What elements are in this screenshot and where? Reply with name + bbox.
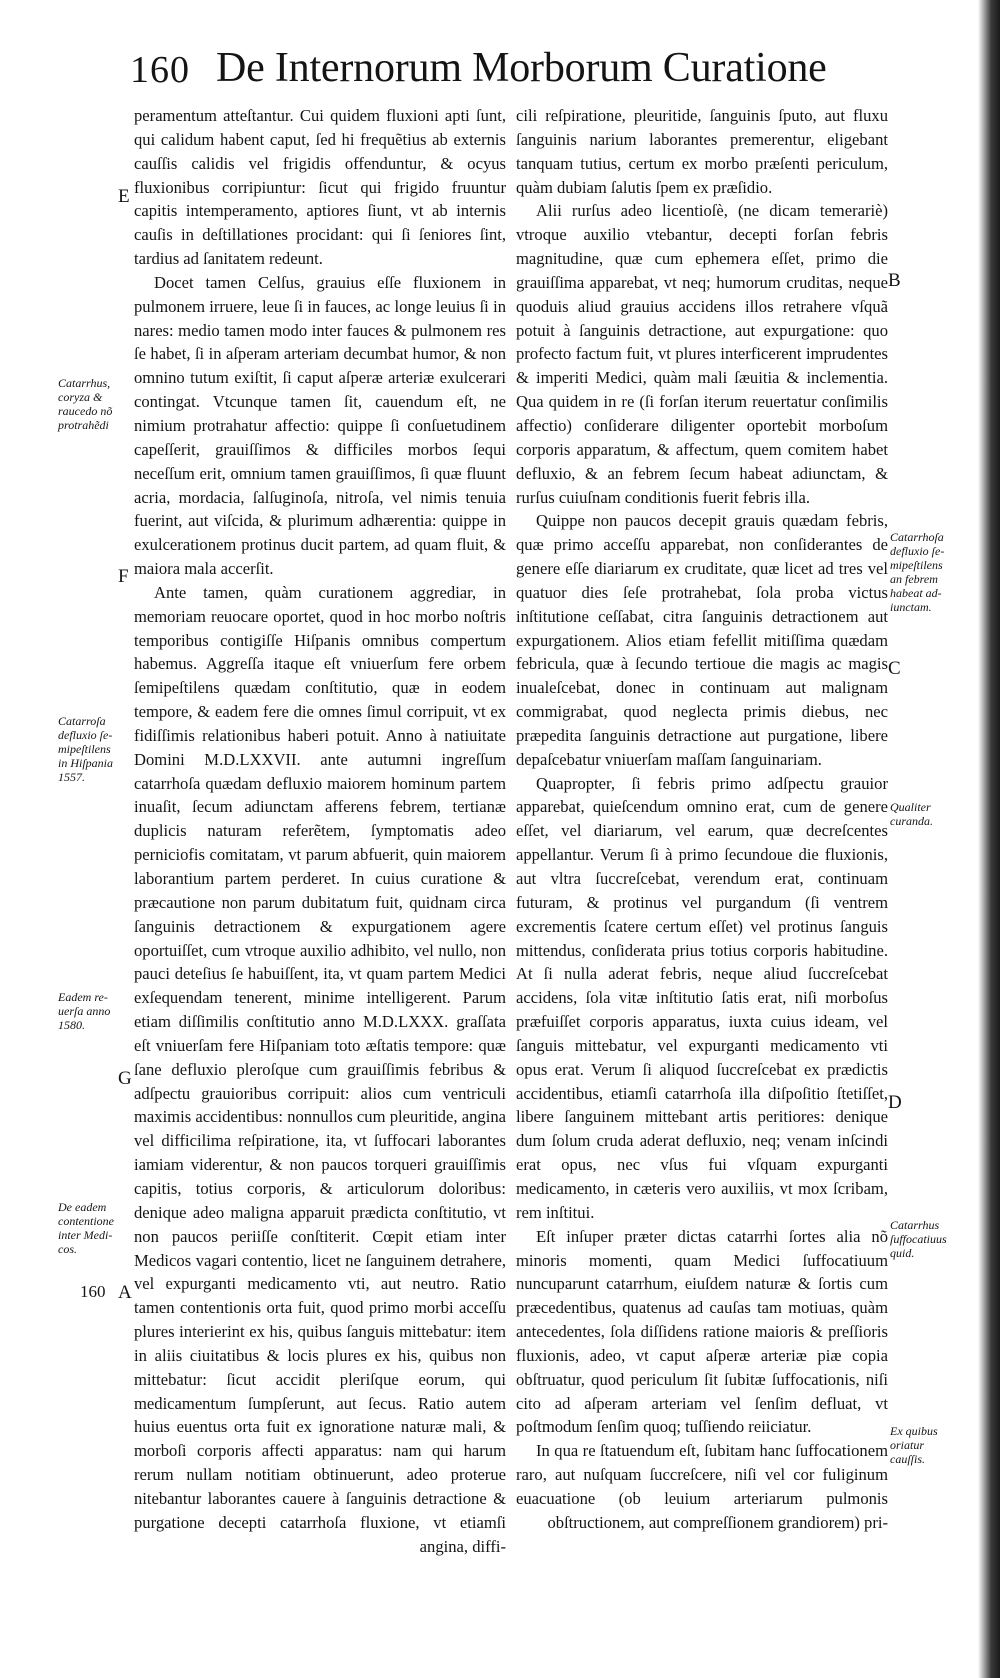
margin-note-line: mipeſtilens (890, 558, 943, 572)
paragraph: peramentum atteſtantur. Cui quidem fluxioni apti ſunt, qui calidum habent caput, ſed hi frequẽtius ab externis cauſſis calidis vel frigidis offenduntur, & ocyus fluxionibus corripiuntur: ſicut qui frigido fruuntur capitis intemperamento, aptiores ſiunt, vt ab internis cauſis in deſtillationes procidant: qui ſi ſeniores ſint, tardius ad ſanitatem redeunt. (134, 106, 506, 269)
paragraph: In qua re ſtatuendum eſt, ſubitam hanc ſuffocationem raro, aut nuſquam ſuccreſcere, niſi vel cor fuliginum euacuatione (ob leuium arteriarum pulmonis obſtructionem, aut compreſſionem grandiorem) pri- (516, 1441, 888, 1532)
margin-note-line: oriatur (890, 1438, 925, 1452)
paragraph: Alii rurſus adeo licentioſè, (ne dicam temerariè) vtroque auxilio vtebantur, decepti forſan febris magnitudine, quæ cum ephemera eſſet, primo die grauiſſima apparebat, vt neq; humorum cruditas, neque quoduis aliud grauius accidens illos retrahere vſquã potuit à ſanguinis detractione, aut expurgatione: quo profecto factum fuit, vt plures interficerent imprudentes & imperiti Medici, quàm mali ſæuitia & inclementia. Qua quidem in re (ſi forſan iterum reuertatur conſimilis affectio) conſiderare diligenter oportebit morboſum corporis apparatum, & affectum, quem comitem habet defluxio, & an febrem ſecum habeat adiunctam, & rurſus cuiuſnam conditionis fuerit febris illa. (516, 201, 888, 507)
margin-note-line: uerſa anno (58, 1004, 111, 1018)
folio-reference: 160 (80, 1282, 106, 1301)
margin-note-line: an febrem (890, 572, 938, 586)
margin-note (58, 376, 132, 432)
margin-note-line: cauſſis. (890, 1452, 925, 1466)
margin-note-line: Catarrhus (890, 1218, 940, 1232)
paragraph: Eſt inſuper præter dictas catarrhi ſortes alia nõ minoris momenti, quam Medici ſuffocatiuum nuncuparunt catarrhum, eiuſdem naturæ & ſortis cum præcedentibus, quatenus ad cauſas tam motiuas, quàm antecedentes, ſola diſſidens ratione maioris & preſſioris fluxionis, adeo, vt caput aſperæ arteriæ piæ copia obſtruatur, quod periculum ſit ſubitæ ſuffocationis, niſi cito ad aſperam arteriam vel ſenſim defluat, vt poſtmodum ſenſim quoq; tuſſiendo reiiciatur. (516, 1226, 888, 1437)
section-mark-f: F (118, 566, 129, 587)
margin-note-line: mipeſtilens (58, 742, 111, 756)
paragraph: Ante tamen, quàm curationem aggrediar, in memoriam reuocare oportet, quod in hoc morbo noſtris temporibus contigiſſe Hiſpanis omnibus compertum habemus. Aggreſſa itaque eſt vniuerſum fere orbem ſemipeſtilens quædam conſtitutio, quæ in eodem tempore, & eadem fere die omnes ſimul corripuit, vt ex fidiſſimis relationibus haberi potuit. Anno à natiuitate Domini M.D.LXXVII. ante autumni ingreſſum catarrhoſa quædam defluxio maiorem hominum partem inuaſit, ſecum adiunctam afferens febrem, tertianæ duplicis naturam referẽtem, ſymptomatis adeo perniciofis comitatam, vt parum abfuerit, quin maiorem laborantium partem perderet. In cuius curatione & præcautione non parum dubitatum fuit, quidnam circa ſanguinis detractionem & expurgationem agere oportuiſſet, cum vtroque auxilio adhibito, vel nullo, non pauci deteſius ſe habuiſſent, ita, vt quam partem Medici exſequendam tenerent, minime intelligerent. Parum etiam diſſimilis conſtitutio anno M.D.LXXX. graſſata eſt vniuerſam fere Hiſpaniam toto æſtatis tempore: quæ ſane defluxio pleroſque cum grauiſſimis febribus & adſpectu grauioribus corripuit: alios cum ventriculi maximis accidentibus: nonnullos cum pleuritide, angina vel difficilima reſpiratione, ita, vt ſuffocari laborantes iamiam viderentur, & non paucos torqueri grauiſſimis capitis, totius corporis, & articulorum doloribus: denique adeo maligna apparuit prædicta conſtitutio, vt non paucos periiſſe conſtiterit. Cœpit etiam inter Medicos vagari contentio, licet ne ſanguinem detrahere, vel expurganti medicamento vti, aut neutro. Ratio tamen contentionis orta fuit, quod primo morbi acceſſu plures interierint ex his, quibus ſanguis mittebatur: item in aliis ciuitatibus & locis plures ex his, quibus non mittebatur: ſicut accidit pleriſque eorum, qui medicamentum ſumpſerunt, aut ſecus. Ratio autem huius euentus orta fuit ex ignoratione naturæ mali, & morboſi corporis affecti apparatus: nam qui harum rerum nullam notitiam obtinuerunt, adeo proterue nitebantur laborantes cauere à ſanguinis detractione & purgatione decepti catarrhoſa fluxione, vt etiamſi angina, diffi- (134, 582, 506, 1556)
left-column (134, 104, 506, 1558)
page-gutter-shadow (978, 0, 1000, 1678)
margin-note-line: Catarroſa (58, 714, 106, 728)
margin-note-line: quid. (890, 1246, 915, 1260)
margin-note-line: Catarrhus, (58, 376, 111, 390)
margin-note-line: 1580. (58, 1018, 85, 1032)
margin-note (890, 530, 974, 614)
margin-note-line: in Hiſpania (58, 756, 114, 770)
margin-note-line: raucedo nõ (58, 404, 113, 418)
margin-note (890, 800, 974, 828)
margin-note-line: contentione (58, 1214, 114, 1228)
margin-note (58, 1200, 132, 1256)
margin-note-line: cos. (58, 1242, 77, 1256)
margin-note (58, 714, 132, 784)
margin-note-line: Eadem re- (58, 990, 108, 1004)
margin-note-line: inter Medi- (58, 1228, 113, 1242)
margin-note-line: iunctam. (890, 600, 932, 614)
paragraph: Quippe non paucos decepit grauis quædam febris, quæ primo acceſſu apparebat, non conſiderantes de genere eſſe diariarum ex cruditate, quæ licet ad tres vel quatuor dies ſeſe protrahebat, ſola proba victus inſtitutione ceſſabat, citra ſanguinis detractionem aut expurgationem. Alios etiam fefellit mitiſſima quædam febricula, quæ à ſecundo tertioue die magis ac magis inualeſcebat, donec in continuam aut malignam commigrabat, quod neglecta primis diebus, nec præpedita ſanguinis detractione aut purgatione, libere depaſcebatur vniuerſam maſſam ſanguinariam. (516, 511, 888, 769)
section-mark-a: A (118, 1282, 132, 1303)
margin-note-line: 1557. (58, 770, 85, 784)
margin-note-line: Qualiter (890, 800, 931, 814)
margin-note (58, 990, 132, 1032)
margin-note-line: defluxio ſe- (890, 544, 945, 558)
margin-note-line: protrahẽdi (58, 418, 109, 432)
margin-note (890, 1218, 974, 1260)
margin-note-line: Ex quibus (890, 1424, 938, 1438)
paragraph: cili reſpiratione, pleuritide, ſanguinis ſputo, aut fluxu ſanguinis narium laborantes premerentur, eligebant tanquam tutius, certum ex morbo præſenti periculum, quàm dubiam ſalutis ſpem ex præſidio. (516, 106, 888, 197)
section-mark-e: E (118, 186, 130, 207)
margin-note-line: De eadem (58, 1200, 107, 1214)
section-mark-b: B (888, 270, 901, 291)
section-mark-d: D (888, 1092, 902, 1113)
page-title: De Internorum Morborum Curatione (216, 45, 827, 91)
margin-note-line: Catarrhoſa (890, 530, 944, 544)
section-mark-g: G (118, 1068, 132, 1089)
right-column (516, 104, 888, 1535)
paragraph: Docet tamen Celſus, grauius eſſe fluxionem in pulmonem irruere, leue ſi in fauces, ac longe leuius ſi in nares: medio tamen modo inter fauces & pulmonem res ſe habet, ſi in aſperam arteriam decumbat humor, & non omnino tutum exiſtit, ſi caput aſperæ arteriæ exulcerari contingat. Vtcunque tamen ſit, cauendum eſt, ne nimium protrahatur affectio: quippe ſi conſuetudinem capeſſerit, grauiſſimos & difficiles morbos ſequi neceſſum erit, omnium tamen grauiſſimos, ſi quæ fluunt acria, mordacia, ſalſuginoſa, nitroſa, vel nimis tenuia fuerint, aut viſcida, & plurimum adhærentia: quippe in exulcerationem protinus ducit partem, ad quam fluit, & maiora mala accerſit. (134, 272, 506, 579)
margin-note-line: habeat ad- (890, 586, 942, 600)
margin-note-line: coryza & (58, 390, 103, 404)
paragraph: Quapropter, ſi febris primo adſpectu grauior apparebat, quieſcendum omnino erat, cum de genere eſſet, vel diariarum, vel earum, quæ decreſcentes appellantur. Verum ſi à primo ſecundoue die fluxionis, aut vltra ſuccreſcebat, verendum erat, continuam futuram, & protinus vel purgandum (ſi ventrem excrementis ſcatere certum eſſet) vel protinus ſanguis mittendus, conſiderata prius totius corporis habitudine. At ſi nulla aderat febris, neque aliud ſuccreſcebat accidens, ſola vitæ inſtitutio ſatis erat, niſi morboſus præfuiſſet corporis apparatus, iuxta cuius ideam, vel ſanguis mittebatur, vel expurganti medicamento vti opus erat. Verum ſi aliquod ſuccreſcebat ex prædictis accidentibus, etiamſi catarrhoſa illa diſpoſitio ſtetiſſet, libere ſanguinem mittebant artis peritiores: denique dum ſolum cruda aderat defluxio, neq; venam inſcindi erat opus, nec vſus fui vſquam expurganti medicamento, in cæteris vero auxiliis, vt mox ſcribam, rem inſtitui. (516, 773, 888, 1222)
margin-note-line: ſuffocatiuus (890, 1232, 947, 1246)
margin-note-line: defluxio ſe- (58, 728, 113, 742)
section-mark-c: C (888, 658, 901, 679)
page-number: 160 (130, 49, 190, 91)
margin-note-line: curanda. (890, 814, 933, 828)
margin-note (890, 1424, 974, 1466)
